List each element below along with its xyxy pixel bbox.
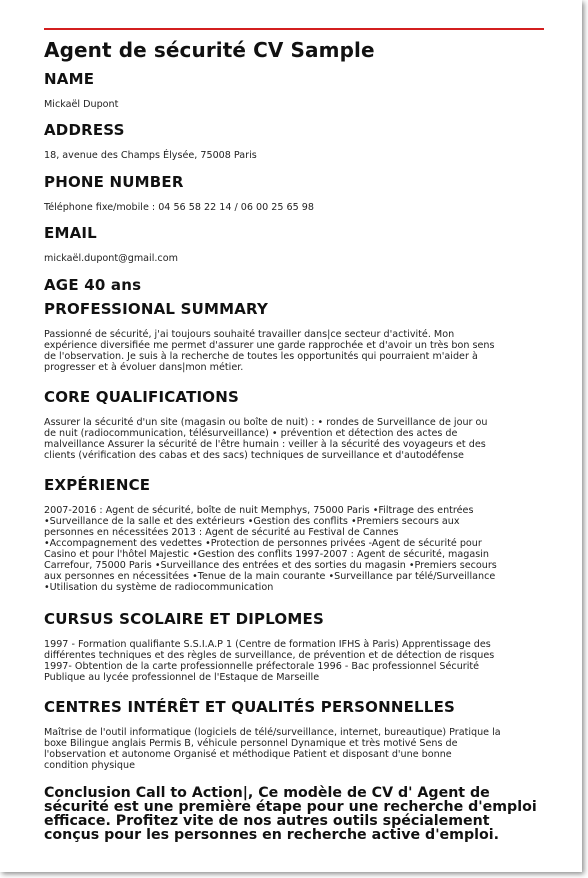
summary-text: [44, 329, 544, 373]
text-line: différentes techniques et des règles de surveillance, de prévention et de détection de risques: [44, 650, 495, 661]
text-line: progresser et à évoluer dans|mon métier.: [44, 362, 244, 373]
age-heading: AGE 40 ans: [44, 276, 142, 294]
cta-line: sécurité est une première étape pour une recherche d'emploi: [44, 799, 537, 815]
text-line: de nuit (radiocommunication, télésurveillance) • prévention et détection des actes de: [44, 428, 458, 439]
text-line: Publique au lycée professionnel de l'Estaque de Marseille: [44, 672, 320, 683]
text-line: 1997- Obtention de la carte professionnelle préfectorale 1996 - Bac professionnel Sécurité: [44, 661, 480, 672]
text-line: boxe Bilingue anglais Permis B, véhicule personnel Dynamique et très motivé Sens de: [44, 738, 458, 749]
summary-heading: PROFESSIONAL SUMMARY: [44, 300, 269, 318]
qualifications-heading: CORE QUALIFICATIONS: [44, 388, 239, 406]
text-line: condition physique: [44, 760, 135, 771]
text-line: •Surveillance de la salle et des extérieurs •Gestion des conflits •Premiers secours aux: [44, 516, 460, 527]
text-line: Casino et pour l'hôtel Majestic •Gestion des conflits 1997-2007 : Agent de sécurité, magasin: [44, 549, 489, 560]
text-line: Assurer la sécurité d'un site (magasin ou boîte de nuit) : • rondes de Surveillance de jour ou: [44, 417, 488, 428]
text-line: •Utilisation du système de radiocommunication: [44, 582, 274, 593]
name-value: Mickaël Dupont: [44, 99, 119, 110]
page-title: Agent de sécurité CV Sample: [44, 38, 375, 62]
phone-value: Téléphone fixe/mobile : 04 56 58 22 14 / 06 00 25 65 98: [44, 202, 315, 213]
text-line: 2007-2016 : Agent de sécurité, boîte de nuit Memphys, 75000 Paris •Filtrage des entrées: [44, 505, 474, 516]
address-value: 18, avenue des Champs Élysée, 75008 Paris: [44, 150, 257, 161]
top-accent-line: [44, 28, 544, 30]
text-line: 1997 - Formation qualifiante S.S.I.A.P 1 (Centre de formation IFHS à Paris) Apprentissage des: [44, 639, 491, 650]
text-line: l'observation et autonome Organisé et méthodique Patient et disposant d'une bonne: [44, 749, 452, 760]
interests-heading: CENTRES INTÉRÊT ET QUALITÉS PERSONNELLES: [44, 698, 456, 716]
education-heading: CURSUS SCOLAIRE ET DIPLOMES: [44, 610, 324, 628]
email-value: mickaël.dupont@gmail.com: [44, 253, 178, 264]
interests-text: [44, 727, 544, 771]
cta-line: efficace. Profitez vite de nos autres outils spécialement: [44, 813, 490, 829]
cta-line: Conclusion Call to Action|, Ce modèle de CV d' Agent de: [44, 785, 490, 801]
text-line: Carrefour, 75000 Paris •Surveillance des entrées et des sorties du magasin •Premiers secours: [44, 560, 497, 571]
call-to-action: [44, 786, 544, 842]
text-line: clients (vérification des cabas et des sacs) techniques de surveillance et d'autodéfense: [44, 450, 464, 461]
education-text: [44, 639, 544, 683]
text-line: •Accompagnement des vedettes •Protection de personnes privées -Agent de sécurité pour: [44, 538, 482, 549]
text-line: expérience diversifiée me permet d'assurer une garde rapprochée et d'avoir un très bon sens: [44, 340, 495, 351]
name-heading: NAME: [44, 70, 95, 88]
phone-heading: PHONE NUMBER: [44, 173, 184, 191]
qualifications-text: [44, 417, 544, 461]
email-heading: EMAIL: [44, 224, 97, 242]
text-line: Passionné de sécurité, j'ai toujours souhaité travailler dans|ce secteur d'activité. Mon: [44, 329, 455, 340]
cta-line: conçus pour les personnes en recherche active d'emploi.: [44, 827, 499, 843]
text-line: de l'observation. Je suis à la recherche de toutes les opportunités qui pourraient m'aider à: [44, 351, 478, 362]
text-line: Maîtrise de l'outil informatique (logiciels de télé/surveillance, internet, bureautique) Pratique la: [44, 727, 501, 738]
address-heading: ADDRESS: [44, 121, 125, 139]
text-line: aux personnes en nécessitées •Tenue de la main courante •Surveillance par télé/Surveillance: [44, 571, 496, 582]
text-line: personnes en nécessitées 2013 : Agent de sécurité au Festival de Cannes: [44, 527, 399, 538]
experience-text: [44, 505, 544, 593]
experience-heading: EXPÉRIENCE: [44, 476, 151, 494]
text-line: malveillance Assurer la sécurité de l'être humain : veiller à la sécurité des voyageurs et des: [44, 439, 486, 450]
